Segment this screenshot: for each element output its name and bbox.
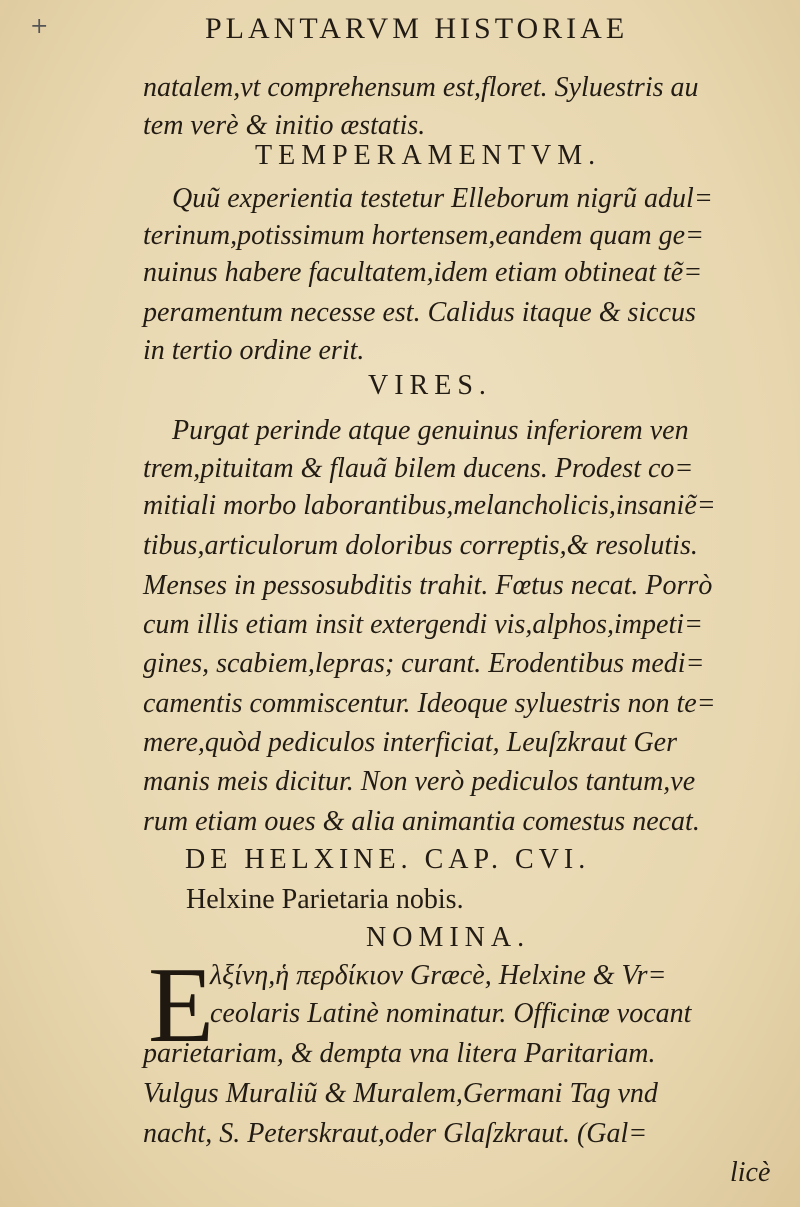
running-header: PLANTARVM HISTORIAE: [205, 12, 629, 45]
text-line-8: in tertio ordine erit.: [143, 335, 365, 366]
text-line-10: Purgat perinde atque genuinus inferiorem ven: [172, 415, 689, 446]
text-line-27: Vulgus Muraliũ & Muralem,Germani Tag vnd: [143, 1078, 658, 1109]
text-line-14: Menses in pessosubditis trahit. Fœtus necat. Porrò: [143, 570, 713, 601]
text-line-11: trem,pituitam & flauã bilem ducens. Prodest co=: [143, 453, 694, 484]
catchword: licè: [730, 1157, 771, 1188]
text-line-5: terinum,potissimum hortensem,eandem quam ge=: [143, 220, 704, 251]
text-line-26: parietariam, & dempta vna litera Paritariam.: [143, 1038, 656, 1069]
chapter-heading: DE HELXINE. CAP. CVI.: [185, 844, 591, 875]
text-line-1: natalem,vt comprehensum est,floret. Syluestris au: [143, 72, 699, 103]
section-heading-vires: VIRES.: [368, 370, 492, 401]
text-line-6: nuinus habere facultatem,idem etiam obtineat tẽ=: [143, 257, 703, 288]
text-line-16: gines, scabiem,lepras; curant. Erodentibus medi=: [143, 648, 705, 679]
text-line-24: λξίνη,ἡ περδίκιον Græcè, Helxine & Vr=: [210, 960, 667, 991]
text-line-17: camentis commiscentur. Ideoque syluestris non te=: [143, 688, 716, 719]
text-line-18: mere,quòd pediculos interficiat, Leuſzkraut Ger: [143, 727, 677, 758]
text-line-7: peramentum necesse est. Calidus itaque & siccus: [143, 297, 696, 328]
drop-capital: E: [148, 946, 214, 1065]
section-heading-temperamentum: TEMPERAMENTVM.: [255, 140, 602, 171]
section-heading-nomina: NOMINA.: [366, 922, 531, 953]
text-line-12: mitiali morbo laborantibus,melancholicis,insaniẽ=: [143, 490, 716, 521]
chapter-subtitle: Helxine Parietaria nobis.: [186, 884, 464, 915]
text-line-25: ceolaris Latinè nominatur. Officinæ vocant: [210, 998, 692, 1029]
text-line-28: nacht, S. Peterskraut,oder Glaſzkraut. (Gal=: [143, 1118, 648, 1149]
text-line-19: manis meis dicitur. Non verò pediculos tantum,ve: [143, 766, 696, 797]
text-line-20: rum etiam oues & alia animantia comestus necat.: [143, 806, 700, 837]
text-line-4: Quũ experientia testetur Elleborum nigrũ adul=: [172, 183, 713, 214]
text-line-2: tem verè & initio æstatis.: [143, 110, 426, 141]
text-line-15: cum illis etiam insit extergendi vis,alphos,impeti=: [143, 609, 703, 640]
text-line-13: tibus,articulorum doloribus correptis,& resolutis.: [143, 530, 698, 561]
margin-mark: +: [30, 14, 49, 39]
